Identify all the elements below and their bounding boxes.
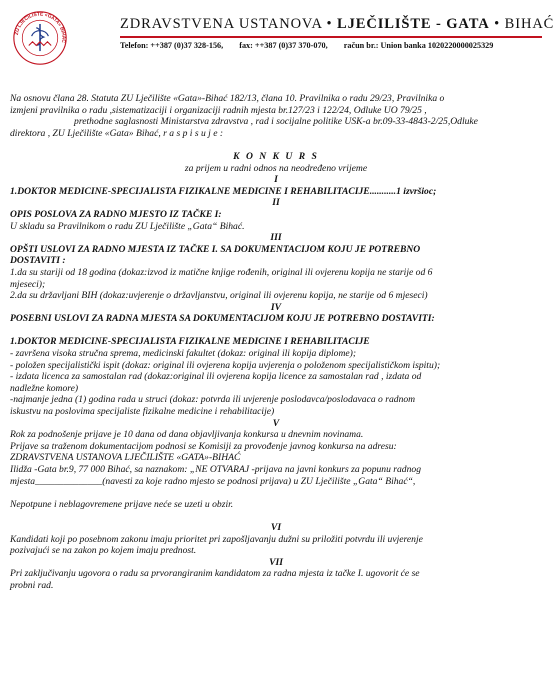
intro-line: Na osnovu člana 28. Statuta ZU Lječilište «Gata»-Bihać 182/13, člana 10. Pravilnika o radu 29/23, Pravilnika o	[10, 93, 445, 104]
section-number: VI	[270, 521, 282, 533]
section-number: II	[272, 197, 280, 209]
fax-number: fax: ++387 (0)37 370-070,	[239, 41, 328, 50]
list-item: nadležne komore)	[10, 382, 79, 394]
logo-ring-text: ZU LJEČILIŠTE «GATA» BIHAĆ	[14, 12, 66, 44]
position-line: 1.DOKTOR MEDICINE-SPECIJALISTA FIZIKALNE MEDICINE I REHABILITACIJE...........1 izvršioc;	[10, 185, 437, 197]
section-number: VII	[269, 556, 283, 568]
org-city: • BIHAĆ	[494, 16, 555, 32]
institution-logo-icon	[12, 10, 68, 66]
list-item: - izdata licenca za samostalan rad (dokaz:original ili ovjerena kopija licence za samostalan rad , izdata od	[10, 371, 422, 383]
document-body	[10, 93, 542, 592]
section-text: pozivajući se na zakon po kojem imaju prednost.	[10, 545, 197, 557]
organization-name	[120, 16, 555, 33]
intro-line: direktora , ZU Lječilište «Gata» Bihać, r a s p i s u j e :	[10, 127, 224, 139]
section-text: mjesta______________(navesti za koje radno mjesto se podnosi prijava) u ZU Lječilište „Gata“ Bihać“,	[10, 475, 416, 487]
section-text: Pri zaključivanju ugovora o radu sa prvorangiranim kandidatom za radna mjesta iz tačke I. ugovorit će se	[10, 568, 420, 580]
list-item: 2.da su državljani BIH (dokaz:uvjerenje o državljanstvu, original ili ovjerenu kopija, ne starije od 6 mjeseci)	[10, 290, 428, 302]
letterhead-text	[120, 16, 555, 50]
letterhead	[10, 6, 555, 66]
section-text: Nepotpune i neblagovremene prijave neće se uzeti u obzir.	[10, 498, 234, 510]
section-text: Rok za podnošenje prijave je 10 dana od dana objavljivanja konkursa u dnevnim novinama.	[10, 429, 364, 441]
section-text: U skladu sa Pravilnikom o radu ZU Lječilište „Gata“ Bihać.	[10, 220, 245, 232]
intro-line: prethodne saglasnosti Ministarstva zdravstva , rad i socijalne politike USK-a br.09-33-4843-2/25,Odluke	[74, 116, 478, 128]
section-heading: OPIS POSLOVA ZA RADNO MJESTO IZ TAČKE I:	[10, 208, 222, 220]
list-item: - završena visoka stručna sprema, medicinski fakultet (dokaz: original ili kopija diplome);	[10, 348, 357, 360]
position-line: 1.DOKTOR MEDICINE-SPECIJALISTA FIZIKALNE MEDICINE I REHABILITACIJE	[10, 336, 370, 348]
org-prefix: ZDRAVSTVENA USTANOVA •	[120, 16, 333, 32]
contact-line	[120, 41, 542, 50]
section-heading: DOSTAVITI :	[10, 255, 66, 267]
section-number: III	[270, 232, 282, 244]
section-number: I	[274, 174, 278, 186]
org-name: LJEČILIŠTE - GATA	[337, 16, 490, 32]
section-heading: POSEBNI USLOVI ZA RADNA MJESTA SA DOKUMENTACIJOM KOJU JE POTREBNO DOSTAVITI:	[10, 313, 435, 325]
list-item: -najmanje jedna (1) godina rada u struci (dokaz: potvrda ili uvjerenje poslodavca/poslodavaca o radnom	[10, 394, 416, 406]
header-divider	[120, 36, 542, 38]
list-item: iskustvu na poslovima specijaliste fizikalne medicine i rehabilitacije)	[10, 406, 275, 418]
section-text: ZDRAVSTVENA USTANOVA LJEČILIŠTE «GATA»-BIHAĆ	[10, 452, 241, 464]
bank-account: račun br.: Union banka 1020220000025329	[343, 41, 494, 50]
section-text: probni rad.	[10, 579, 54, 591]
phone-number: Telefon: ++387 (0)37 328-156,	[120, 41, 224, 50]
section-text: Ilidža -Gata br.9, 77 000 Bihać, sa naznakom: „NE OTVARAJ -prijava na javni konkurs za popunu radnog	[10, 464, 421, 475]
document-subtitle: za prijem u radni odnos na neodređeno vrijeme	[184, 162, 368, 174]
section-number: V	[272, 417, 280, 429]
section-number: IV	[270, 301, 282, 313]
section-text: Prijave sa traženom dokumentacijom podnosi se Komisiji za provođenje javnog konkursa na adresu:	[10, 440, 397, 452]
list-item: mjeseci);	[10, 278, 46, 290]
intro-line: izmjeni pravilnika o radu ,sistematizaciji i organizaciji radnih mjesta br.127/23 i 122/24, Odluke UO 79/25 ,	[10, 104, 427, 116]
list-item: 1.da su stariji od 18 godina (dokaz:izvod iz matične knjige rođenih, original ili ovjerenu kopija ne starije od 6	[10, 266, 433, 278]
section-heading: OPŠTI USLOVI ZA RADNO MJESTA IZ TAČKE I. SA DOKUMENTACIJOM KOJU JE POTREBNO	[10, 243, 421, 255]
list-item: - položen specijalistički ispit (dokaz: original ili ovjerena kopija uvjerenja o položenom specijalističkom ispitu);	[10, 359, 441, 371]
section-text: Kandidati koji po posebnom zakonu imaju prioritet pri zapošljavanju dužni su priložiti potvrdu ili uvjerenje	[10, 533, 423, 545]
document-title: K O N K U R S	[233, 150, 319, 162]
